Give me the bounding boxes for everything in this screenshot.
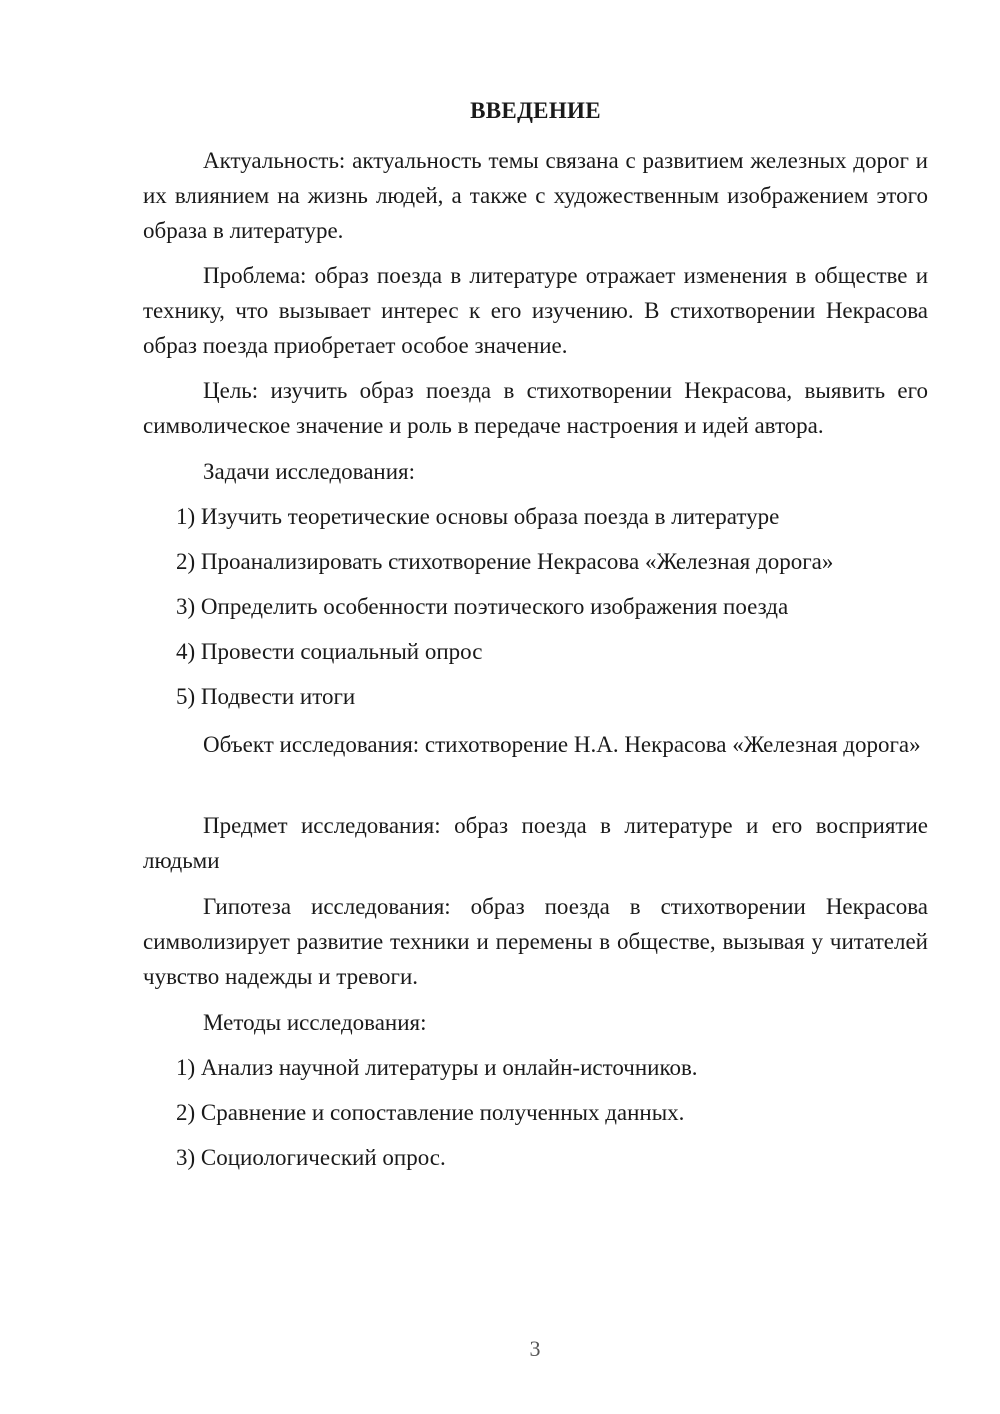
document-title: ВВЕДЕНИЕ bbox=[470, 98, 601, 123]
paragraph-relevance: Актуальность: актуальность темы связана с развитием железных дорог и их влиянием на жизнь людей, а также с художественным изображением этого образа в литературе. bbox=[143, 148, 928, 243]
paragraph-goal: Цель: изучить образ поезда в стихотворении Некрасова, выявить его символическое значение и роль в передаче настроения и идей автора. bbox=[143, 378, 928, 438]
methods-heading: Методы исследования: bbox=[203, 1010, 427, 1035]
method-item: 2) Сравнение и сопоставление полученных данных. bbox=[176, 1100, 685, 1125]
paragraph-problem: Проблема: образ поезда в литературе отражает изменения в обществе и технику, что вызывает интерес к его изучению. В стихотворении Некрасова образ поезда приобретает особое значение. bbox=[143, 263, 928, 358]
task-item: 2) Проанализировать стихотворение Некрасова «Железная дорога» bbox=[176, 549, 834, 574]
tasks-heading: Задачи исследования: bbox=[203, 459, 416, 484]
paragraph-object: Объект исследования: стихотворение Н.А. Некрасова «Железная дорога» bbox=[203, 732, 921, 757]
task-item: 5) Подвести итоги bbox=[176, 684, 356, 709]
paragraph-hypothesis: Гипотеза исследования: образ поезда в стихотворении Некрасова символизирует развитие техники и перемены в обществе, вызывая у читателей чувство надежды и тревоги. bbox=[143, 894, 928, 989]
task-item: 3) Определить особенности поэтического изображения поезда bbox=[176, 594, 789, 619]
paragraph-subject: Предмет исследования: образ поезда в литературе и его восприятие людьми bbox=[143, 813, 928, 873]
task-item: 1) Изучить теоретические основы образа поезда в литературе bbox=[176, 504, 780, 529]
task-item: 4) Провести социальный опрос bbox=[176, 639, 483, 664]
page-number: 3 bbox=[529, 1336, 541, 1361]
method-item: 3) Социологический опрос. bbox=[176, 1145, 446, 1170]
method-item: 1) Анализ научной литературы и онлайн-источников. bbox=[176, 1055, 698, 1080]
